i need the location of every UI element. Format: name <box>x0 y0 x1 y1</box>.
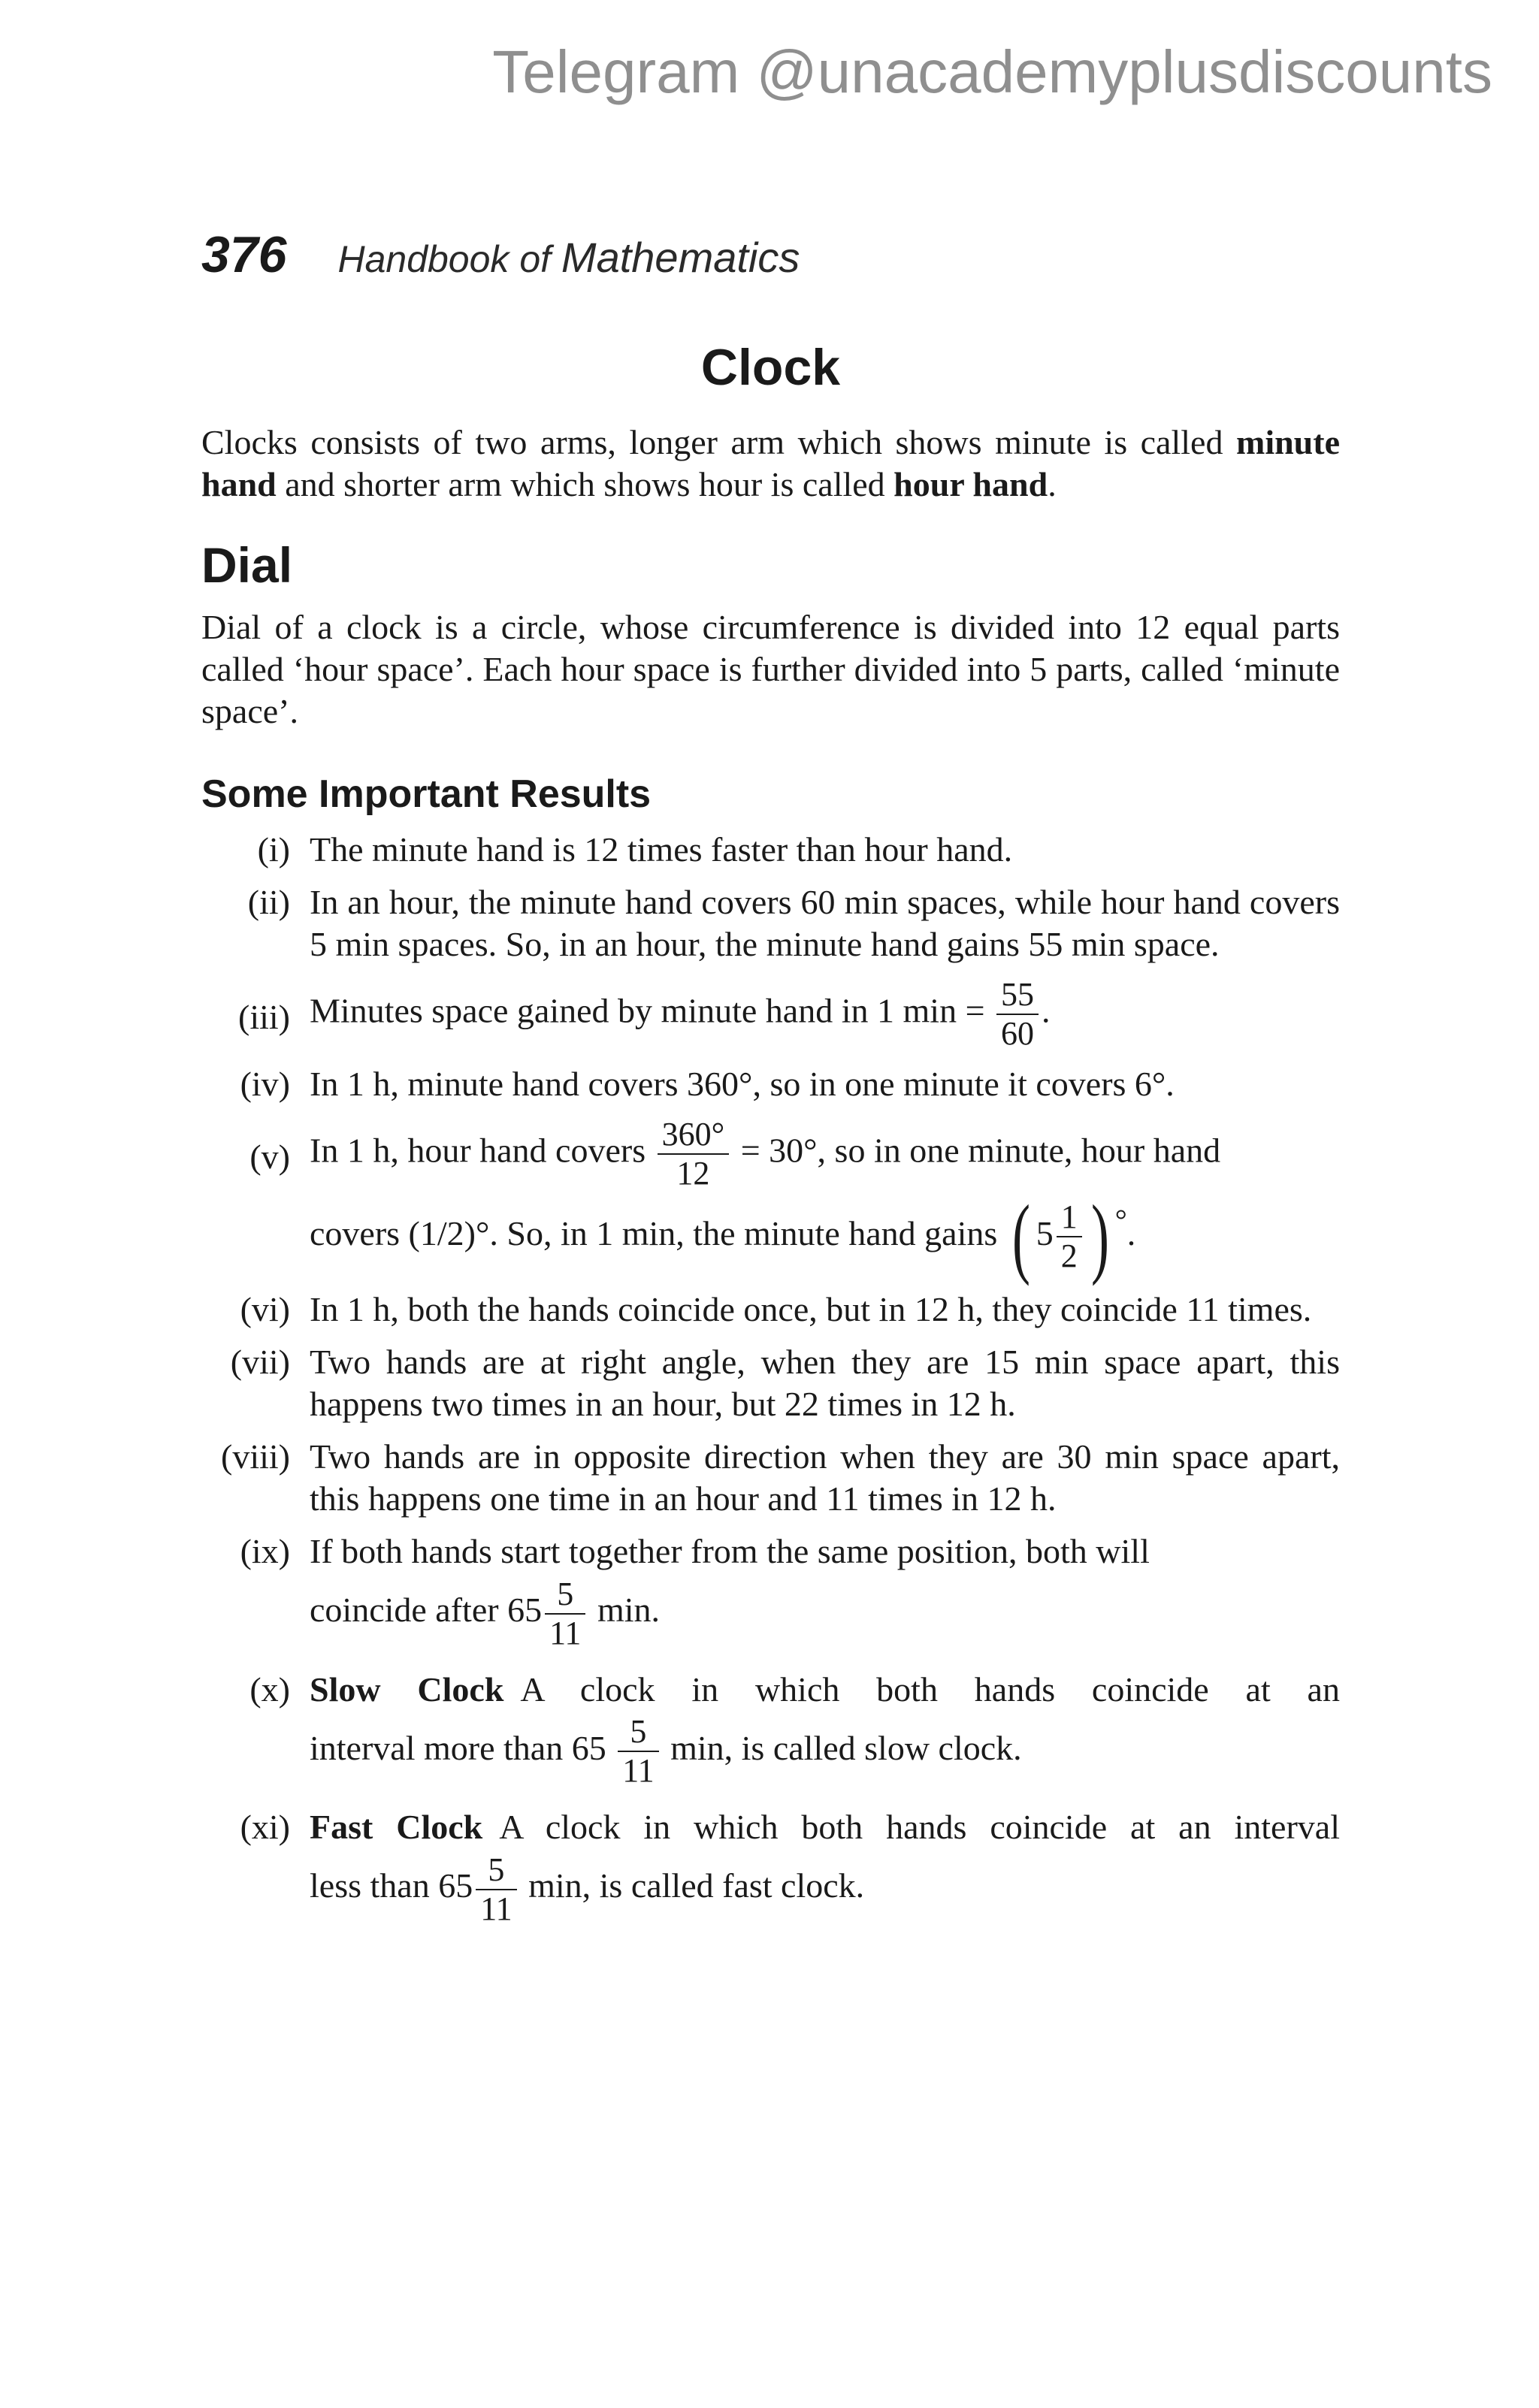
fraction-5-11 <box>476 1851 516 1928</box>
list-item <box>201 1289 1340 1331</box>
item-text: A clock in which both hands coincide at an <box>520 1669 1340 1709</box>
intro-bold-hour-hand: hour hand <box>893 465 1048 503</box>
running-head <box>201 225 800 284</box>
item-text-2: = 30°, so in one minute, hour hand <box>740 1131 1221 1170</box>
list-item <box>201 976 1340 1053</box>
fraction-denominator: 2 <box>1060 1237 1078 1275</box>
page-content <box>201 339 1340 1938</box>
list-item <box>201 1806 1340 1927</box>
list-item <box>201 1530 1340 1651</box>
page-number: 376 <box>201 226 287 283</box>
item-text: Minutes space gained by minute hand in 1 min = <box>310 991 985 1030</box>
intro-bold-minute-hand: minute hand <box>201 423 1340 503</box>
fraction-numerator: 5 <box>476 1851 516 1890</box>
degree-symbol: ° <box>1114 1203 1127 1237</box>
book-title <box>337 234 800 281</box>
dial-paragraph: Dial of a clock is a circle, whose circumference is divided into 12 equal parts called ‘hour space’. Each hour space is further divided into 5 parts, called ‘minute space’. <box>201 608 1340 730</box>
list-item <box>201 1341 1340 1425</box>
item-label: (x) <box>249 1669 290 1709</box>
results-list <box>201 829 1340 1928</box>
item-text: In 1 h, hour hand covers <box>310 1131 646 1170</box>
item-label: (iii) <box>238 998 290 1036</box>
item-label: (iv) <box>240 1065 290 1103</box>
fraction-numerator: 1 <box>1057 1198 1082 1237</box>
book-title-main: Mathematics <box>561 234 800 281</box>
item-text-after: min, is called fast clock. <box>528 1866 865 1905</box>
fraction-5-11 <box>618 1713 658 1790</box>
item-label: (xi) <box>240 1808 290 1847</box>
item-text: In an hour, the minute hand covers 60 min spaces, while hour hand covers 5 min spaces. So, in an hour, the minute hand gains 55 min space. <box>310 883 1340 963</box>
item-label: (v) <box>249 1138 290 1176</box>
results-heading: Some Important Results <box>201 772 652 816</box>
chapter-title: Clock <box>700 339 841 396</box>
item-text-after: . <box>1126 1214 1136 1252</box>
item-text: A clock in which both hands coincide at an interval <box>499 1808 1340 1847</box>
fraction-numerator: 5 <box>545 1576 585 1615</box>
item-label: (vii) <box>230 1343 290 1382</box>
intro-paragraph <box>201 421 1340 506</box>
item-label: (i) <box>257 830 290 869</box>
intro-text-1: Clocks consists of two arms, longer arm which shows minute is called <box>201 423 1236 461</box>
fraction-numerator: 360° <box>658 1116 730 1155</box>
item-label: (viii) <box>221 1437 290 1476</box>
fraction-55-60 <box>996 976 1039 1053</box>
list-item <box>201 1063 1340 1105</box>
left-paren: ( <box>1011 1186 1030 1287</box>
item-text-2: less than 65 <box>310 1866 473 1905</box>
item-text-after: min. <box>597 1591 660 1630</box>
fraction-numerator: 55 <box>996 976 1039 1015</box>
item-text-2: interval more than 65 <box>310 1728 606 1767</box>
item-text-after: . <box>1042 991 1051 1030</box>
list-item <box>201 1669 1340 1790</box>
right-paren: ) <box>1090 1186 1109 1287</box>
item-label: (ii) <box>247 883 290 921</box>
fraction-denominator: 11 <box>622 1752 655 1790</box>
intro-text-3: . <box>1048 465 1057 503</box>
item-text: Two hands are at right angle, when they are 15 min space apart, this happens two times in an hour, but 22 times in 12 h. <box>310 1343 1340 1424</box>
fraction-denominator: 11 <box>480 1890 512 1927</box>
mixed-whole: 5 <box>1036 1214 1054 1252</box>
item-label: (vi) <box>240 1290 290 1329</box>
item-label: (ix) <box>240 1532 290 1571</box>
fraction-1-2 <box>1057 1198 1082 1275</box>
fraction-360-12 <box>658 1116 730 1192</box>
item-text-2: coincide after 65 <box>310 1591 543 1630</box>
dial-heading: Dial <box>201 537 293 593</box>
list-item <box>201 1436 1340 1520</box>
item-text: If both hands start together from the same position, both will <box>310 1532 1150 1571</box>
intro-text-2: and shorter arm which shows hour is called <box>276 465 894 503</box>
item-text: The minute hand is 12 times faster than hour hand. <box>310 830 1013 869</box>
item-text: In 1 h, both the hands coincide once, but in 12 h, they coincide 11 times. <box>310 1290 1312 1329</box>
item-text: In 1 h, minute hand covers 360°, so in one minute it covers 6°. <box>310 1065 1175 1103</box>
watermark-text: Telegram @unacademyplusdiscounts <box>492 38 1492 105</box>
fast-clock-term: Fast Clock <box>310 1808 483 1847</box>
slow-clock-term: Slow Clock <box>310 1669 504 1709</box>
fraction-denominator: 60 <box>1001 1015 1035 1052</box>
book-title-prefix: Handbook of <box>337 238 552 280</box>
item-text-after: min, is called slow clock. <box>670 1728 1022 1767</box>
item-text-3: covers (1/2)°. So, in 1 min, the minute hand gains <box>310 1214 998 1252</box>
list-item <box>201 881 1340 965</box>
fraction-denominator: 11 <box>549 1614 582 1651</box>
list-item <box>201 829 1340 871</box>
fraction-denominator: 12 <box>676 1155 710 1192</box>
fraction-5-11 <box>545 1576 585 1652</box>
list-item <box>201 1116 1340 1287</box>
fraction-numerator: 5 <box>618 1713 658 1752</box>
item-text: Two hands are in opposite direction when they are 30 min space apart, this happens one time in an hour and 11 times in 12 h. <box>310 1437 1340 1518</box>
